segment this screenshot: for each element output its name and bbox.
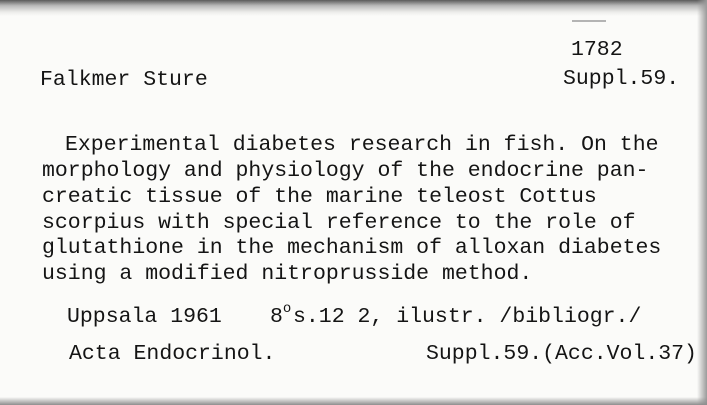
publication-format xyxy=(270,301,292,329)
abstract-line: morphology and physiology of the endocrine pan- xyxy=(42,159,649,183)
abstract-line: using a modified nitroprusside method. xyxy=(42,262,533,286)
journal-name: Acta Endocrinol. xyxy=(69,342,276,366)
journal-reference: Suppl.59.(Acc.Vol.37) xyxy=(426,342,697,366)
abstract-line: scorpius with special reference to the role of xyxy=(42,211,636,235)
abstract-line: glutathione in the mechanism of alloxan diabetes xyxy=(42,236,662,260)
abstract-line: creatic tissue of the marine teleost Cottus xyxy=(42,185,597,209)
card-top-edge-shadow xyxy=(0,0,707,16)
card-right-edge-shadow xyxy=(697,0,707,405)
format-number: 8 xyxy=(270,305,283,329)
faint-pencil-mark xyxy=(572,20,606,22)
card-bottom-edge-shadow xyxy=(0,397,707,405)
publication-place-year: Uppsala 1961 xyxy=(67,305,222,329)
abstract-line: Experimental diabetes research in fish. On the xyxy=(65,133,659,157)
format-superscript: o xyxy=(282,301,292,317)
series-reference: Suppl.59. xyxy=(563,67,680,91)
author-name: Falkmer Sture xyxy=(40,68,208,92)
catalog-number: 1782 xyxy=(571,38,623,62)
publication-pages: s.12 2, ilustr. /bibliogr./ xyxy=(293,305,642,329)
